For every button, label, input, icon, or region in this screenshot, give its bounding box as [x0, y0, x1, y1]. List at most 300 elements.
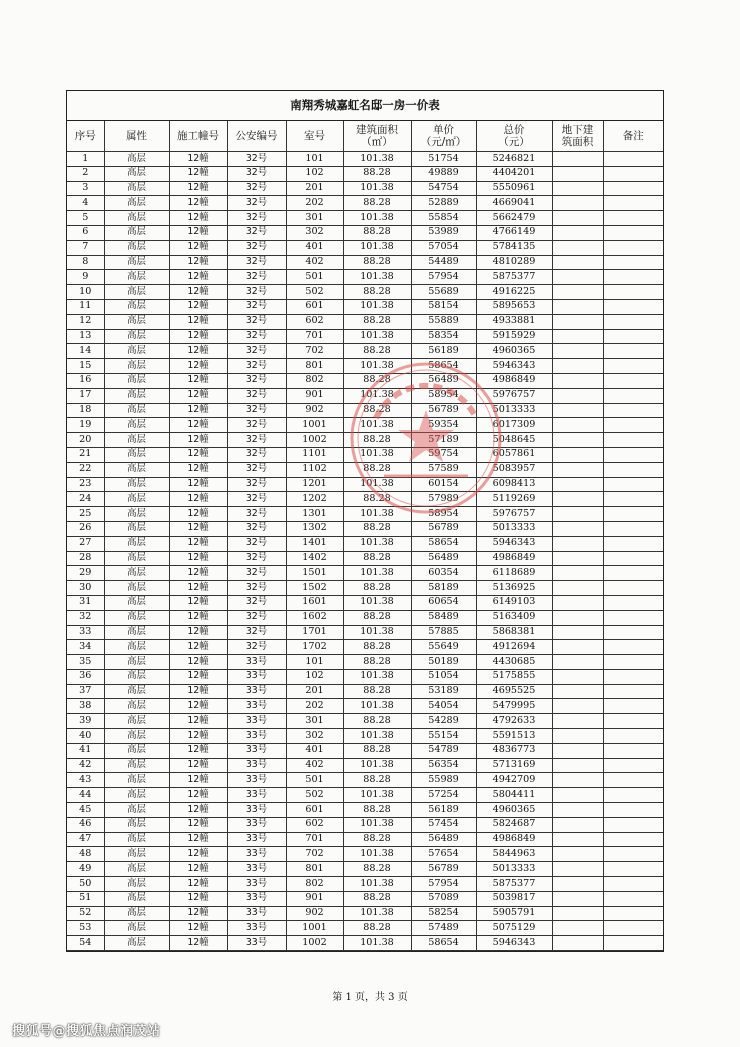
table-cell: 12幢: [169, 729, 227, 744]
table-cell: 高层: [104, 255, 169, 270]
table-cell: [603, 655, 663, 670]
column-header: 总价 （元）: [476, 121, 552, 152]
table-cell: 57954: [411, 270, 476, 285]
table-cell: 32号: [227, 270, 286, 285]
table-cell: 12幢: [169, 507, 227, 522]
table-cell: 12幢: [169, 551, 227, 566]
table-row: [67, 359, 663, 374]
table-cell: 高层: [104, 314, 169, 329]
table-cell: 32号: [227, 181, 286, 196]
table-cell: 902: [286, 403, 343, 418]
table-cell: 高层: [104, 166, 169, 181]
table-cell: 1001: [286, 418, 343, 433]
table-cell: [603, 669, 663, 684]
table-cell: 101.38: [343, 507, 411, 522]
table-cell: 32号: [227, 551, 286, 566]
table-cell: 57489: [411, 921, 476, 936]
table-cell: 4669041: [476, 196, 552, 211]
table-cell: [603, 521, 663, 536]
table-row: [67, 566, 663, 581]
table-cell: 2: [67, 166, 104, 181]
table-row: [67, 640, 663, 655]
table-cell: 58489: [411, 610, 476, 625]
column-header: 备注: [603, 121, 663, 152]
table-cell: 58354: [411, 329, 476, 344]
table-cell: 702: [286, 847, 343, 862]
table-cell: 1402: [286, 551, 343, 566]
table-cell: [603, 758, 663, 773]
table-cell: [552, 640, 603, 655]
table-cell: 702: [286, 344, 343, 359]
table-cell: [552, 551, 603, 566]
table-cell: 58189: [411, 581, 476, 596]
table-cell: 88.28: [343, 225, 411, 240]
table-cell: 53989: [411, 225, 476, 240]
table-cell: 54289: [411, 714, 476, 729]
table-cell: 701: [286, 832, 343, 847]
table-cell: [603, 803, 663, 818]
table-row: [67, 255, 663, 270]
table-cell: 19: [67, 418, 104, 433]
table-cell: 33号: [227, 743, 286, 758]
table-cell: 26: [67, 521, 104, 536]
table-cell: 32号: [227, 314, 286, 329]
table-cell: 101.38: [343, 181, 411, 196]
table-row: [67, 477, 663, 492]
table-cell: 4912694: [476, 640, 552, 655]
table-cell: 502: [286, 788, 343, 803]
table-cell: 33号: [227, 714, 286, 729]
table-cell: [552, 166, 603, 181]
table-cell: 4810289: [476, 255, 552, 270]
table-cell: 5895653: [476, 299, 552, 314]
table-cell: [552, 344, 603, 359]
table-cell: 33号: [227, 788, 286, 803]
table-cell: [603, 610, 663, 625]
table-cell: 88.28: [343, 891, 411, 906]
table-cell: [603, 403, 663, 418]
table-cell: 101.38: [343, 329, 411, 344]
table-cell: 58654: [411, 536, 476, 551]
table-cell: 6057861: [476, 447, 552, 462]
table-row: [67, 152, 663, 167]
table-cell: 12幢: [169, 595, 227, 610]
table-row: [67, 285, 663, 300]
table-cell: [603, 877, 663, 892]
table-row: [67, 181, 663, 196]
table-cell: 高层: [104, 921, 169, 936]
table-cell: 32号: [227, 211, 286, 226]
table-cell: 60654: [411, 595, 476, 610]
table-cell: [552, 566, 603, 581]
table-cell: 4942709: [476, 773, 552, 788]
table-row: [67, 610, 663, 625]
table-cell: [552, 803, 603, 818]
table-cell: 12幢: [169, 788, 227, 803]
table-cell: 32号: [227, 595, 286, 610]
table-cell: [603, 285, 663, 300]
table-cell: 12幢: [169, 329, 227, 344]
table-cell: 33号: [227, 669, 286, 684]
table-cell: 43: [67, 773, 104, 788]
table-cell: [552, 936, 603, 951]
table-row: [67, 462, 663, 477]
table-cell: 5946343: [476, 936, 552, 951]
table-cell: 57254: [411, 788, 476, 803]
table-cell: 4960365: [476, 344, 552, 359]
table-cell: 57454: [411, 817, 476, 832]
table-cell: 12幢: [169, 373, 227, 388]
table-cell: 32号: [227, 373, 286, 388]
table-row: [67, 906, 663, 921]
table-cell: 高层: [104, 507, 169, 522]
table-cell: [552, 225, 603, 240]
table-cell: 33号: [227, 817, 286, 832]
table-cell: [603, 211, 663, 226]
table-cell: 12幢: [169, 166, 227, 181]
table-cell: 5976757: [476, 507, 552, 522]
table-cell: 58954: [411, 507, 476, 522]
table-cell: 5013333: [476, 862, 552, 877]
table-cell: 高层: [104, 699, 169, 714]
table-cell: [552, 832, 603, 847]
table-cell: 32号: [227, 285, 286, 300]
table-cell: 5479995: [476, 699, 552, 714]
table-cell: 5550961: [476, 181, 552, 196]
table-cell: [552, 477, 603, 492]
table-cell: 201: [286, 684, 343, 699]
table-cell: 高层: [104, 477, 169, 492]
table-cell: [552, 373, 603, 388]
table-row: [67, 329, 663, 344]
table-cell: 33号: [227, 758, 286, 773]
table-cell: 57089: [411, 891, 476, 906]
table-cell: 88.28: [343, 773, 411, 788]
table-cell: 41: [67, 743, 104, 758]
table-cell: 12幢: [169, 359, 227, 374]
table-cell: 高层: [104, 536, 169, 551]
table-cell: 33号: [227, 684, 286, 699]
table-cell: 高层: [104, 492, 169, 507]
table-cell: 1301: [286, 507, 343, 522]
table-row: [67, 847, 663, 862]
table-cell: [552, 403, 603, 418]
table-cell: 201: [286, 181, 343, 196]
table-cell: 5844963: [476, 847, 552, 862]
table-cell: 60354: [411, 566, 476, 581]
table-cell: 101.38: [343, 270, 411, 285]
table-cell: 51: [67, 891, 104, 906]
table-cell: [603, 373, 663, 388]
table-cell: 1: [67, 152, 104, 167]
table-cell: 高层: [104, 803, 169, 818]
table-cell: 56789: [411, 403, 476, 418]
table-cell: 49889: [411, 166, 476, 181]
table-cell: [552, 595, 603, 610]
table-cell: 88.28: [343, 743, 411, 758]
table-cell: 88.28: [343, 803, 411, 818]
table-cell: [603, 462, 663, 477]
table-cell: 12幢: [169, 803, 227, 818]
column-header: 地下建 筑面积: [552, 121, 603, 152]
table-row: [67, 299, 663, 314]
table-cell: [603, 595, 663, 610]
table-row: [67, 492, 663, 507]
table-cell: 高层: [104, 240, 169, 255]
table-cell: 32号: [227, 625, 286, 640]
table-cell: [552, 255, 603, 270]
table-row: [67, 403, 663, 418]
table-cell: 32号: [227, 299, 286, 314]
table-cell: 101.38: [343, 847, 411, 862]
table-cell: [552, 418, 603, 433]
column-header: 施工幢号: [169, 121, 227, 152]
table-cell: 32号: [227, 225, 286, 240]
table-cell: 33号: [227, 906, 286, 921]
table-cell: 58654: [411, 359, 476, 374]
table-cell: 52889: [411, 196, 476, 211]
table-cell: 42: [67, 758, 104, 773]
table-cell: 901: [286, 388, 343, 403]
table-cell: 5119269: [476, 492, 552, 507]
table-cell: 12幢: [169, 536, 227, 551]
table-cell: [552, 359, 603, 374]
table-cell: 88.28: [343, 684, 411, 699]
table-cell: 53: [67, 921, 104, 936]
table-row: [67, 536, 663, 551]
table-cell: 1002: [286, 433, 343, 448]
table-cell: 54789: [411, 743, 476, 758]
table-cell: 202: [286, 699, 343, 714]
table-cell: [552, 240, 603, 255]
table-cell: 56789: [411, 862, 476, 877]
table-cell: 101: [286, 152, 343, 167]
table-cell: [603, 447, 663, 462]
table-cell: [552, 492, 603, 507]
table-cell: 50189: [411, 655, 476, 670]
table-cell: 101.38: [343, 595, 411, 610]
table-cell: 57954: [411, 877, 476, 892]
table-cell: 33号: [227, 862, 286, 877]
table-cell: 高层: [104, 329, 169, 344]
table-cell: 59354: [411, 418, 476, 433]
table-row: [67, 314, 663, 329]
table-cell: 12幢: [169, 477, 227, 492]
table-cell: [603, 255, 663, 270]
table-cell: 5824687: [476, 817, 552, 832]
table-cell: 高层: [104, 847, 169, 862]
table-cell: 55689: [411, 285, 476, 300]
table-cell: 801: [286, 862, 343, 877]
table-cell: 高层: [104, 610, 169, 625]
table-cell: 36: [67, 669, 104, 684]
table-cell: 12幢: [169, 921, 227, 936]
table-cell: 12幢: [169, 877, 227, 892]
table-cell: 高层: [104, 640, 169, 655]
table-cell: 高层: [104, 299, 169, 314]
table-cell: 32号: [227, 240, 286, 255]
table-cell: 5039817: [476, 891, 552, 906]
table-cell: 602: [286, 314, 343, 329]
table-cell: 33号: [227, 729, 286, 744]
table-cell: 33号: [227, 936, 286, 951]
table-cell: 57589: [411, 462, 476, 477]
table-cell: 4: [67, 196, 104, 211]
table-cell: [552, 729, 603, 744]
table-cell: 12幢: [169, 403, 227, 418]
table-cell: 32号: [227, 640, 286, 655]
table-cell: [603, 566, 663, 581]
table-cell: 高层: [104, 729, 169, 744]
table-cell: 32号: [227, 344, 286, 359]
table-cell: 12幢: [169, 906, 227, 921]
table-cell: 5868381: [476, 625, 552, 640]
table-cell: 101.38: [343, 729, 411, 744]
table-row: [67, 211, 663, 226]
table-cell: 1602: [286, 610, 343, 625]
table-cell: 56189: [411, 803, 476, 818]
table-cell: 12幢: [169, 285, 227, 300]
table-cell: 高层: [104, 225, 169, 240]
table-cell: 12幢: [169, 640, 227, 655]
table-cell: 高层: [104, 447, 169, 462]
table-cell: 88.28: [343, 285, 411, 300]
table-header-row: [67, 121, 663, 152]
table-cell: 5013333: [476, 521, 552, 536]
table-cell: 101.38: [343, 566, 411, 581]
table-row: [67, 936, 663, 951]
table-cell: 15: [67, 359, 104, 374]
table-cell: 12幢: [169, 211, 227, 226]
table-cell: 57654: [411, 847, 476, 862]
table-cell: 7: [67, 240, 104, 255]
table-cell: 37: [67, 684, 104, 699]
table-row: [67, 225, 663, 240]
table-cell: [603, 936, 663, 951]
table-cell: 5946343: [476, 536, 552, 551]
table-cell: 27: [67, 536, 104, 551]
table-cell: 101.38: [343, 936, 411, 951]
table-cell: 5875377: [476, 877, 552, 892]
table-cell: 12幢: [169, 418, 227, 433]
table-cell: 32号: [227, 477, 286, 492]
table-cell: [603, 152, 663, 167]
watermark: 搜狐号@搜狐焦点润茂站: [12, 1024, 161, 1039]
table-cell: 8: [67, 255, 104, 270]
table-cell: 4404201: [476, 166, 552, 181]
table-cell: 33号: [227, 655, 286, 670]
table-row: [67, 699, 663, 714]
table-cell: 12: [67, 314, 104, 329]
table-cell: 33号: [227, 803, 286, 818]
table-cell: 高层: [104, 743, 169, 758]
table-cell: [603, 492, 663, 507]
table-row: [67, 655, 663, 670]
table-cell: 6: [67, 225, 104, 240]
table-cell: 601: [286, 299, 343, 314]
table-cell: 88.28: [343, 921, 411, 936]
table-cell: [552, 581, 603, 596]
table-cell: 23: [67, 477, 104, 492]
table-cell: 高层: [104, 285, 169, 300]
table-cell: 12幢: [169, 581, 227, 596]
price-table: [67, 121, 663, 951]
table-cell: 701: [286, 329, 343, 344]
table-cell: 4986849: [476, 373, 552, 388]
table-cell: 50: [67, 877, 104, 892]
table-cell: [603, 359, 663, 374]
table-cell: 40: [67, 729, 104, 744]
table-cell: 88.28: [343, 403, 411, 418]
table-cell: [552, 447, 603, 462]
table-cell: 4986849: [476, 832, 552, 847]
table-cell: 57885: [411, 625, 476, 640]
page-title: 南翔秀城嘉虹名邸一房一价表: [67, 91, 663, 121]
table-cell: [603, 921, 663, 936]
table-cell: 16: [67, 373, 104, 388]
table-cell: 高层: [104, 551, 169, 566]
table-cell: [552, 329, 603, 344]
table-cell: 29: [67, 566, 104, 581]
table-cell: [552, 285, 603, 300]
table-cell: 高层: [104, 270, 169, 285]
table-cell: [603, 743, 663, 758]
table-cell: 101.38: [343, 536, 411, 551]
table-cell: 高层: [104, 891, 169, 906]
table-cell: 12幢: [169, 255, 227, 270]
table-cell: [552, 433, 603, 448]
table-cell: [552, 655, 603, 670]
table-cell: [603, 773, 663, 788]
table-cell: 101.38: [343, 669, 411, 684]
table-row: [67, 788, 663, 803]
table-cell: 5136925: [476, 581, 552, 596]
table-cell: [603, 507, 663, 522]
table-cell: 102: [286, 166, 343, 181]
table-cell: 55989: [411, 773, 476, 788]
table-cell: [552, 625, 603, 640]
table-cell: 502: [286, 285, 343, 300]
table-cell: 1102: [286, 462, 343, 477]
table-cell: 33号: [227, 832, 286, 847]
table-cell: 802: [286, 373, 343, 388]
table-row: [67, 743, 663, 758]
table-cell: 601: [286, 803, 343, 818]
table-cell: 高层: [104, 388, 169, 403]
table-cell: 12幢: [169, 462, 227, 477]
table-cell: 12幢: [169, 521, 227, 536]
table-cell: 48: [67, 847, 104, 862]
table-row: [67, 388, 663, 403]
table-cell: 5905791: [476, 906, 552, 921]
price-sheet: [66, 90, 664, 952]
table-cell: 12幢: [169, 181, 227, 196]
table-cell: 54489: [411, 255, 476, 270]
table-cell: 33号: [227, 921, 286, 936]
table-cell: 902: [286, 906, 343, 921]
table-cell: 高层: [104, 344, 169, 359]
table-cell: [603, 847, 663, 862]
table-cell: 9: [67, 270, 104, 285]
table-cell: [603, 181, 663, 196]
table-cell: 12幢: [169, 344, 227, 359]
table-cell: 88.28: [343, 344, 411, 359]
table-cell: 301: [286, 714, 343, 729]
table-cell: 12幢: [169, 433, 227, 448]
table-cell: 101.38: [343, 906, 411, 921]
table-cell: [603, 581, 663, 596]
table-cell: 32号: [227, 196, 286, 211]
